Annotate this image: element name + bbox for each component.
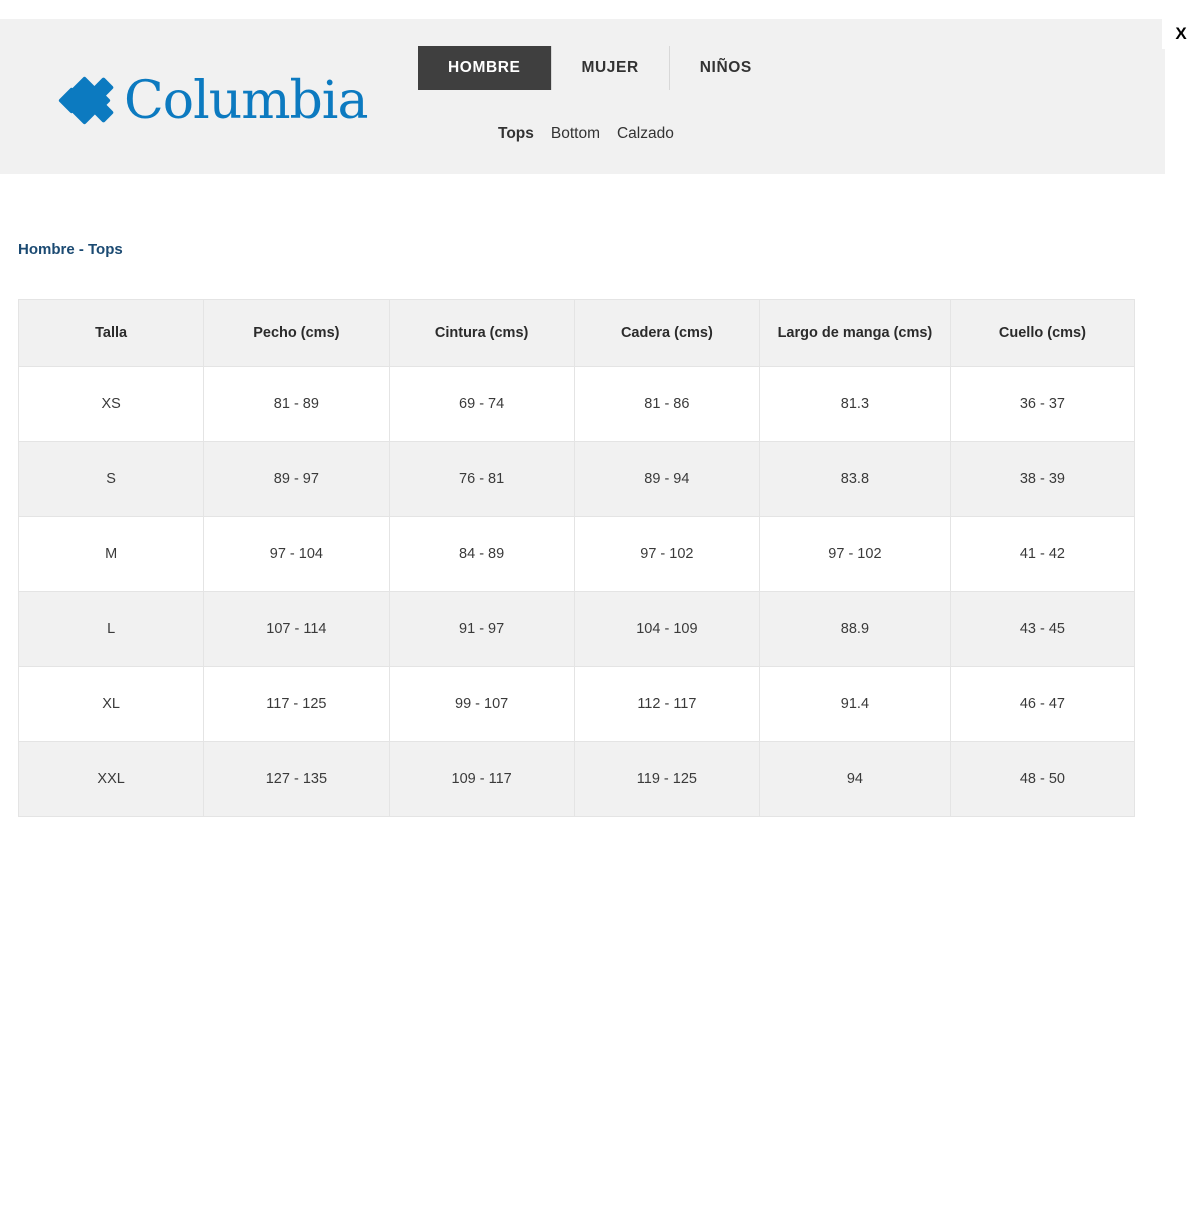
column-header-cadera: Cadera (cms) (574, 300, 759, 367)
cell-largo-manga: 97 - 102 (760, 517, 951, 592)
cell-talla: L (19, 592, 204, 667)
cell-talla: M (19, 517, 204, 592)
tab-tops[interactable]: Tops (498, 125, 534, 142)
cell-cadera: 112 - 117 (574, 667, 759, 742)
size-chart-table (18, 299, 1135, 817)
brand-logo[interactable] (62, 71, 368, 131)
cell-cintura: 109 - 117 (389, 742, 574, 817)
table-row (19, 517, 1135, 592)
cell-largo-manga: 81.3 (760, 367, 951, 442)
cell-talla: XXL (19, 742, 204, 817)
cell-pecho: 89 - 97 (204, 442, 389, 517)
cell-pecho: 127 - 135 (204, 742, 389, 817)
table-row (19, 742, 1135, 817)
column-header-largo-manga: Largo de manga (cms) (760, 300, 951, 367)
gender-tab-list (418, 46, 782, 90)
table-row (19, 667, 1135, 742)
close-icon: X (1175, 24, 1187, 43)
tab-bottom[interactable]: Bottom (550, 125, 600, 142)
cell-largo-manga: 91.4 (760, 667, 951, 742)
column-header-cuello: Cuello (cms) (950, 300, 1134, 367)
close-button[interactable] (1162, 19, 1200, 49)
brand-name: Columbia (124, 71, 368, 131)
cell-cuello: 48 - 50 (950, 742, 1134, 817)
cell-talla: S (19, 442, 204, 517)
cell-cadera: 81 - 86 (574, 367, 759, 442)
cell-cintura: 99 - 107 (389, 667, 574, 742)
cell-pecho: 97 - 104 (204, 517, 389, 592)
cell-cuello: 46 - 47 (950, 667, 1134, 742)
cell-pecho: 81 - 89 (204, 367, 389, 442)
cell-cadera: 97 - 102 (574, 517, 759, 592)
cell-largo-manga: 88.9 (760, 592, 951, 667)
cell-cadera: 119 - 125 (574, 742, 759, 817)
cell-talla: XS (19, 367, 204, 442)
cell-cintura: 69 - 74 (389, 367, 574, 442)
cell-cintura: 91 - 97 (389, 592, 574, 667)
cell-cuello: 38 - 39 (950, 442, 1134, 517)
cell-cintura: 76 - 81 (389, 442, 574, 517)
cell-largo-manga: 83.8 (760, 442, 951, 517)
cell-cuello: 41 - 42 (950, 517, 1134, 592)
tab-mujer[interactable]: MUJER (552, 46, 670, 90)
column-header-pecho: Pecho (cms) (204, 300, 389, 367)
cell-cadera: 104 - 109 (574, 592, 759, 667)
tab-ninos[interactable]: NIÑOS (699, 59, 752, 76)
category-tab-list (498, 125, 674, 143)
cell-talla: XL (19, 667, 204, 742)
cell-cintura: 84 - 89 (389, 517, 574, 592)
table-header-row (19, 300, 1135, 367)
cell-largo-manga: 94 (760, 742, 951, 817)
table-row (19, 367, 1135, 442)
column-header-cintura: Cintura (cms) (389, 300, 574, 367)
site-header (0, 19, 1165, 174)
column-header-talla: Talla (19, 300, 204, 367)
table-row (19, 442, 1135, 517)
cell-cuello: 43 - 45 (950, 592, 1134, 667)
breadcrumb: Hombre - Tops (18, 241, 123, 258)
cell-pecho: 107 - 114 (204, 592, 389, 667)
cell-cuello: 36 - 37 (950, 367, 1134, 442)
tab-calzado[interactable]: Calzado (616, 125, 674, 142)
columbia-diamond-logo-icon (62, 77, 116, 125)
cell-pecho: 117 - 125 (204, 667, 389, 742)
size-chart-table-wrapper (18, 299, 1135, 817)
cell-cadera: 89 - 94 (574, 442, 759, 517)
tab-hombre[interactable]: HOMBRE (418, 46, 552, 90)
table-row (19, 592, 1135, 667)
